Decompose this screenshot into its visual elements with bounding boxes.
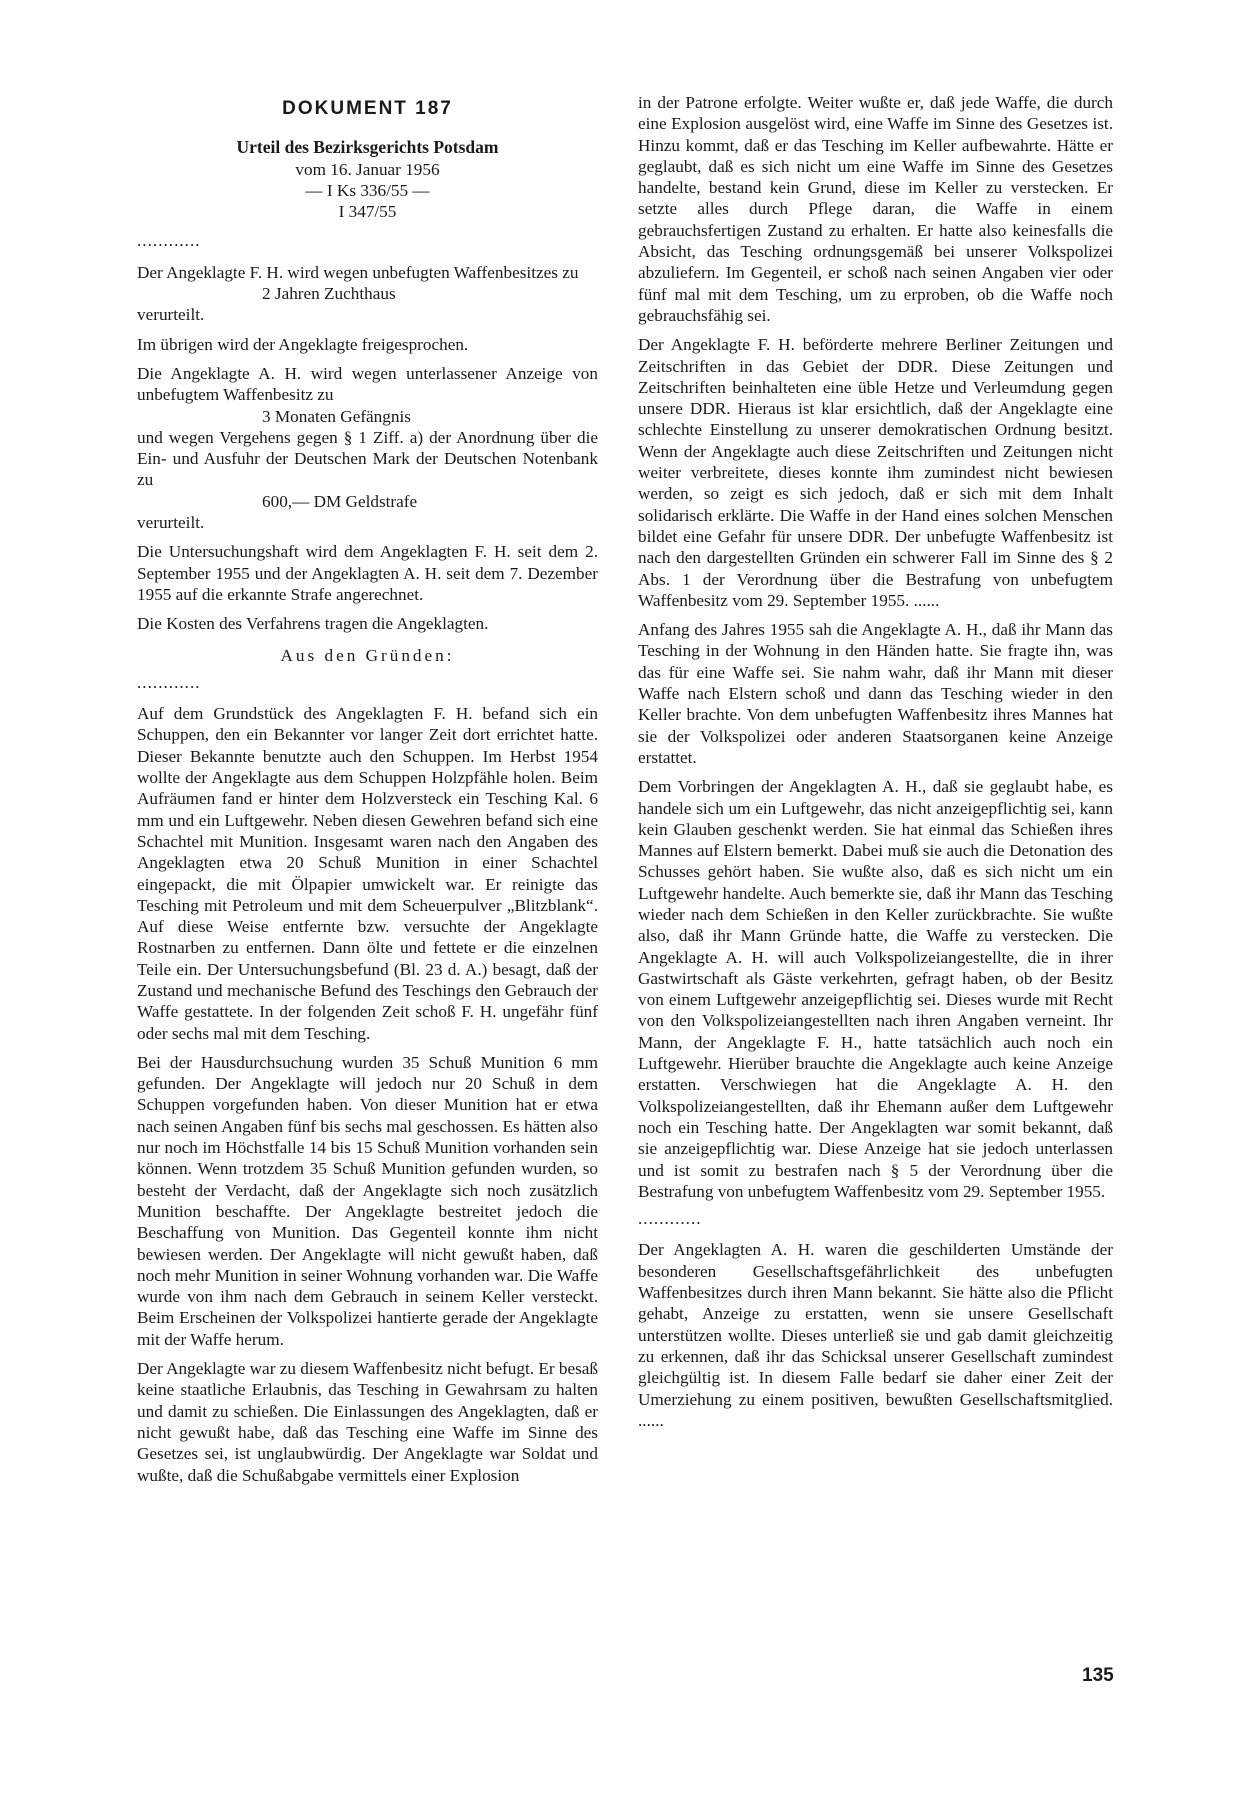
acquittal-paragraph: Im übrigen wird der Angeklagte freigesprochen. bbox=[137, 334, 469, 354]
verdict-paragraph-2: Die Angeklagte A. H. wird wegen unterlassener Anzeige von unbefugtem Waffenbesitz zu bbox=[137, 363, 598, 405]
ellipsis-dots-2: ............ bbox=[137, 672, 201, 692]
section-heading: Aus den Gründen: bbox=[280, 645, 455, 665]
verdict-sentence: 2 Jahren Zuchthaus bbox=[262, 284, 396, 304]
fine-amount: 600,— DM Geldstrafe bbox=[262, 491, 418, 511]
case-number-2: I 347/55 bbox=[338, 202, 397, 222]
page-number: 135 bbox=[1082, 1665, 1114, 1686]
judgment-date: vom 16. Januar 1956 bbox=[295, 159, 440, 179]
body-paragraph: Dem Vorbringen der Angeklagten A. H., daß sie geglaubt habe, es handele sich um ein Luftgewehr, das nicht anzeigepflichtig sei, kann kein Glauben geschenkt werden. Sie hat einmal das Schießen ihres Mannes auf Elstern bemerkt. Dabei muß sie auch die Detonation des Schusses gehört haben. Sie wußte also, daß es sich nicht um ein Luftgewehr handelte. Auch bemerkte sie, daß ihr Mann das Tesching wieder nach dem Schießen in den Keller zurückbrachte. Sie wußte also, daß ihr Mann Gründe hatte, die Waffe zu verstecken. Die Angeklagte A. H. will auch Volkspolizeiangestellte, die in ihrer Gastwirtschaft als Gäste verkehrten, gefragt haben, ob der Besitz von einem Luftgewehr anzeigepflichtig sei. Dieses wurde mit Recht von den Volkspolizeiangestellten nach ihren Angaben verneint. Ihr Mann, der Angeklagte F. H., hatte tatsächlich auch noch ein Luftgewehr. Hierüber brauchte die Angeklagte auch keine Anzeige erstatten. Verschwiegen hat die Angeklagte A. H. den Volkspolizeiangestellten, daß ihr Ehemann außer dem Luftgewehr noch ein Tesching hatte. Der Angeklagten war somit bekannt, daß sie anzeigepflichtig war. Diese Anzeige hat sie jedoch unterlassen und ist somit zu bestrafen nach § 5 der Verordnung über die Bestrafung von unbefugtem Waffenbesitz vom 29. September 1955. bbox=[638, 777, 1113, 1201]
right-column bbox=[638, 92, 1113, 1439]
custody-paragraph: Die Untersuchungshaft wird dem Angeklagten F. H. seit dem 2. September 1955 und der Angeklagten A. H. seit dem 7. Dezember 1955 auf die erkannte Strafe angerechnet. bbox=[137, 542, 598, 604]
left-column bbox=[137, 92, 598, 1494]
verdict-closing: verurteilt. bbox=[137, 305, 205, 325]
document-title: DOKUMENT 187 bbox=[282, 98, 453, 119]
body-paragraph: Der Angeklagte war zu diesem Waffenbesitz nicht befugt. Er besaß keine staatliche Erlaubnis, das Tesching in Gewahrsam zu halten und damit zu schießen. Die Einlassungen des Angeklagten, daß er nicht gewußt habe, daß das Tesching eine Waffe im Sinne des Gesetzes sei, ist unglaubwürdig. Der Angeklagte war Soldat und wußte, daß die Schußabgabe vermittels einer Explosion bbox=[137, 1359, 598, 1485]
verdict-sentence-2: 3 Monaten Gefängnis bbox=[262, 406, 411, 426]
body-paragraph: Der Angeklagten A. H. waren die geschilderten Umstände der besonderen Gesellschaftsgefährlichkeit des unbefugten Waffenbesitzes durch ihren Mann bekannt. Sie hätte also die Pflicht gehabt, Anzeige zu erstatten, wenn sie unsere Gesellschaft unterstützen wollte. Dieses unterließ sie und gab damit gleichzeitig zu erkennen, daß ihr das Schicksal unserer Gesellschaft zumindest gleichgültig ist. In diesem Falle bedarf sie daher einer Zeit der Umerziehung zu einem positiven, bewußten Gesellschaftsmitglied. ...... bbox=[638, 1240, 1113, 1430]
body-paragraph: Anfang des Jahres 1955 sah die Angeklagte A. H., daß ihr Mann das Tesching in der Wohnung in den Händen hatte. Sie fragte ihn, was das für eine Waffe sei. Sie nahm wahr, daß ihr Mann mit dieser Waffe nach Elstern schoß und dann das Tesching wieder in den Keller brachte. Von dem unbefugten Waffenbesitz ihres Mannes hat sie der Volkspolizei oder anderen Staatsorganen keine Anzeige erstattet. bbox=[638, 620, 1113, 767]
ellipsis-dots: ............ bbox=[137, 231, 201, 251]
body-paragraph: in der Patrone erfolgte. Weiter wußte er, daß jede Waffe, die durch eine Explosion ausgelöst wird, eine Waffe im Sinne des Gesetzes ist. Hinzu kommt, daß er das Tesching im Keller aufbewahrte. Hätte er geglaubt, daß es sich nicht um eine Waffe im Sinne des Gesetzes handelte, bestand kein Grund, diese im Keller zu verstecken. Er setzte alles durch Pflege daran, die Waffe in einem gebrauchsfertigen Zustand zu erhalten. Er hatte also keinesfalls die Absicht, das Tesching ordnungsgemäß bei unserer Volkspolizei abzuliefern. Im Gegenteil, er schoß nach seinen Angaben vier oder fünf mal mit dem Tesching, um zu erproben, ob die Waffe noch gebrauchsfähig sei. bbox=[638, 93, 1113, 325]
body-paragraph: Auf dem Grundstück des Angeklagten F. H. befand sich ein Schuppen, den ein Bekannter vor langer Zeit dort errichtet hatte. Dieser Bekannte benutzte auch den Schuppen. Im Herbst 1954 wollte der Angeklagte aus dem Schuppen Holzpfähle holen. Beim Aufräumen fand er hinter dem Holzversteck ein Tesching Kal. 6 mm und ein Luftgewehr. Neben diesen Gewehren befand sich eine Schachtel mit Munition. Insgesamt waren nach den Angaben des Angeklagten etwa 20 Schuß Munition in einer Schachtel eingepackt, die mit Ölpapier umwickelt war. Er reinigte das Tesching mit Petroleum und mit dem Scheuerpulver „Blitzblank“. Auf diese Weise entfernte bzw. versuchte der Angeklagte Rostnarben zu entfernen. Dann ölte und fettete er die einzelnen Teile ein. Der Untersuchungsbefund (Bl. 23 d. A.) besagt, daß der Zustand und mechanische Befund des Teschings den Gebrauch der Waffe gestattete. In der folgenden Zeit schoß F. H. ungefähr fünf oder sechs mal mit dem Tesching. bbox=[137, 704, 598, 1043]
ellipsis-dots-3: ............ bbox=[638, 1209, 702, 1229]
verdict-paragraph: Der Angeklagte F. H. wird wegen unbefugten Waffenbesitzes zu bbox=[137, 262, 579, 282]
verdict-closing-2: verurteilt. bbox=[137, 513, 205, 533]
case-number-1: — I Ks 336/55 — bbox=[305, 180, 430, 200]
verdict-paragraph-3: und wegen Vergehens gegen § 1 Ziff. a) der Anordnung über die Ein- und Ausfuhr der Deutschen Mark der Deutschen Notenbank zu bbox=[137, 427, 598, 490]
court-heading: Urteil des Bezirksgerichts Potsdam bbox=[236, 137, 499, 158]
costs-paragraph: Die Kosten des Verfahrens tragen die Angeklagten. bbox=[137, 614, 489, 634]
body-paragraph: Der Angeklagte F. H. beförderte mehrere Berliner Zeitungen und Zeitschriften in das Gebiet der DDR. Diese Zeitungen und Zeitschriften beinhalteten eine üble Hetze und Verleumdung gegen unsere DDR. Hieraus ist klar ersichtlich, daß der Angeklagte eine schlechte Einstellung zu unserer demokratischen Ordnung besitzt. Wenn der Angeklagte auch diese Zeitschriften und Zeitungen nicht weiter verbreitete, dieses konnte ihm zumindest nicht bewiesen werden, so zeigt es sich jedoch, daß er sich mit dem Inhalt solidarisch erklärte. Die Waffe in der Hand eines solchen Menschen bildet eine Gefahr für unsere DDR. Der unbefugte Waffenbesitz ist nach den dargestellten Gründen ein schwerer Fall im Sinne des § 2 Abs. 1 der Verordnung über die Bestrafung von unbefugtem Waffenbesitz vom 29. September 1955. ...... bbox=[638, 335, 1113, 610]
body-paragraph: Bei der Hausdurchsuchung wurden 35 Schuß Munition 6 mm gefunden. Der Angeklagte will jedoch nur 20 Schuß in dem Schuppen vorgefunden haben. Von dieser Munition hat er etwa nach seinen Angaben fünf bis sechs mal geschossen. Es hätten also nur noch im Höchstfalle 14 bis 15 Schuß Munition vorhanden sein können. Wenn trotzdem 35 Schuß Munition gefunden wurden, so besteht der Verdacht, daß der Angeklagte sich noch zusätzlich Munition beschaffte. Der Angeklagte bestreitet jedoch die Beschaffung von Munition. Das Gegenteil konnte ihm nicht bewiesen werden. Der Angeklagte will nicht gewußt haben, daß noch mehr Munition in seiner Wohnung vorhanden war. Die Waffe wurde von ihm nach dem Gebrauch in seinem Keller versteckt. Beim Erscheinen der Volkspolizei hantierte gerade der Angeklagte mit der Waffe herum. bbox=[137, 1052, 598, 1349]
